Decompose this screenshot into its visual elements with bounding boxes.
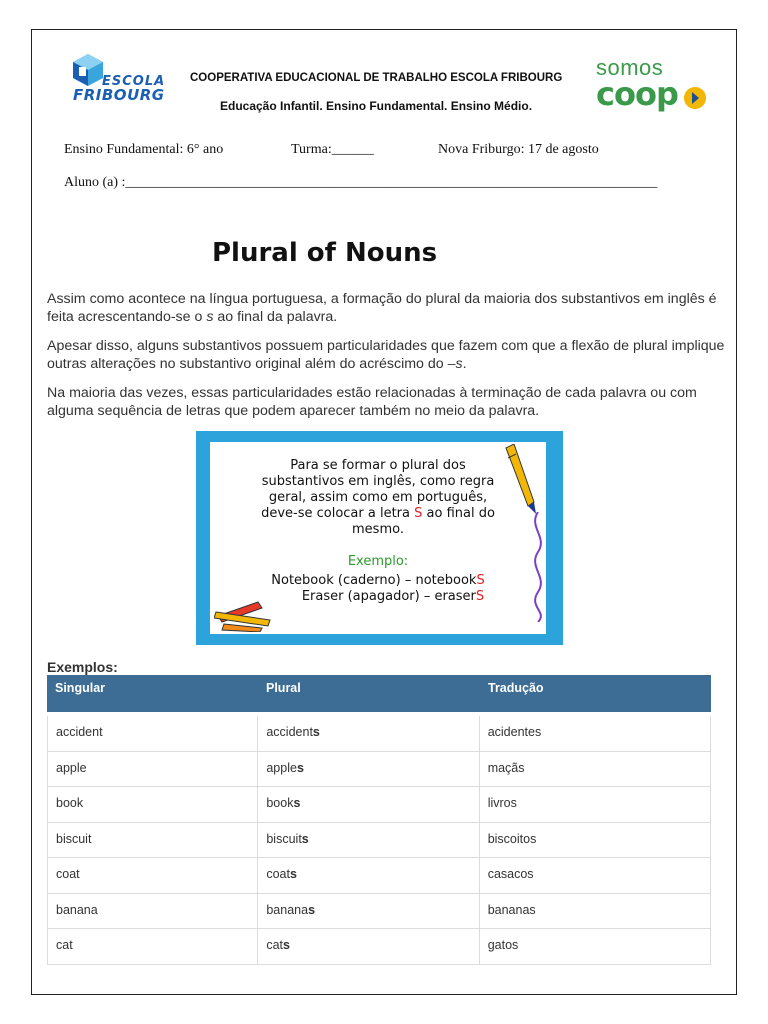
cell-translation: livros	[487, 796, 517, 810]
examples-heading: Exemplos:	[47, 659, 118, 675]
cube-logo-icon	[70, 52, 106, 88]
illustration-panel	[210, 442, 546, 634]
page-title: Plural of Nouns	[212, 238, 438, 268]
grade-label: Ensino Fundamental: 6° ano	[64, 142, 224, 157]
cell-singular: banana	[48, 894, 258, 929]
cell-plural: apples	[258, 752, 479, 787]
cell-singular: apple	[48, 752, 258, 787]
logo-coop-text: coop	[596, 75, 678, 113]
cell-translation: bananas	[487, 902, 536, 917]
cell-translation: gatos	[487, 938, 519, 952]
crayon-icon	[500, 444, 540, 514]
cell-plural: accidents	[258, 716, 479, 751]
table-row	[47, 858, 711, 894]
rule-line-1: Para se formar o plural dos	[290, 458, 466, 473]
cell-plural: coats	[258, 858, 479, 893]
cell-singular: cat	[48, 929, 258, 964]
paragraph-3: Na maioria das vezes, essas particularidades estão relacionadas à terminação de cada palavra ou com alguma sequência de letras que podem aparecer também no meio da palavra.	[47, 385, 697, 419]
cell-translation: biscoitos	[487, 831, 537, 846]
plural-rule-illustration	[196, 431, 563, 645]
cell-plural: cats	[258, 929, 479, 964]
escola-fribourg-logo	[55, 46, 175, 118]
cell-translation: acidentes	[487, 725, 542, 739]
cell-translation: maçãs	[487, 760, 525, 775]
student-name-field: Aluno (a) :____________________________________________________________________________	[64, 175, 658, 190]
header-singular: Singular	[55, 681, 106, 695]
plural-examples-table	[47, 675, 711, 965]
arrow-logo-icon	[684, 87, 706, 109]
rule-line-2: substantivos em inglês, como regra	[261, 474, 495, 489]
class-field: Turma:______	[291, 142, 374, 157]
logo-somos-text: somos	[596, 55, 664, 80]
cell-translation: casacos	[487, 867, 534, 881]
header-plural: Plural	[266, 681, 301, 695]
cell-plural: books	[258, 787, 479, 822]
table-row	[47, 823, 711, 859]
table-row	[47, 894, 711, 930]
cell-singular: biscuit	[48, 823, 258, 858]
table-row	[47, 752, 711, 788]
logo-fribourg-text: FRIBOURG	[73, 86, 165, 104]
table-row	[47, 787, 711, 823]
table-row	[47, 716, 711, 752]
somos-coop-logo	[596, 55, 716, 115]
header-translation: Tradução	[488, 681, 544, 695]
cell-singular: accident	[48, 716, 258, 751]
cell-plural: bananas	[258, 894, 479, 929]
cell-plural: biscuits	[258, 823, 479, 858]
example-label: Exemplo:	[347, 554, 409, 569]
education-levels: Educação Infantil. Ensino Fundamental. Ensino Médio.	[220, 99, 533, 113]
rule-line-4: deve-se colocar a letra S ao final do	[261, 506, 495, 521]
example-line-2: Eraser (apagador) – eraserS	[301, 589, 485, 604]
cell-singular: coat	[48, 858, 258, 893]
table-header	[47, 675, 711, 712]
squiggle-icon	[528, 512, 548, 622]
example-line-1: Notebook (caderno) – notebookS	[271, 573, 485, 588]
logo-escola-text: ESCOLA	[102, 74, 166, 89]
table-row	[47, 929, 711, 965]
table-body	[47, 716, 711, 965]
rule-line-5: mesmo.	[352, 522, 404, 537]
institution-name: COOPERATIVA EDUCACIONAL DE TRABALHO ESCOLA FRIBOURG	[190, 72, 563, 84]
place-date: Nova Friburgo: 17 de agosto	[438, 142, 599, 157]
rule-line-3: geral, assim como em português,	[268, 490, 488, 505]
pencils-icon	[214, 598, 274, 632]
paragraph-1: Assim como acontece na língua portuguesa, a formação do plural da maioria dos substantivos em inglês é feita acrescentando-se o s ao final da palavra.	[47, 291, 717, 325]
cell-singular: book	[48, 787, 258, 822]
paragraph-2: Apesar disso, alguns substantivos possuem particularidades que fazem com que a flexão de plural implique outras alterações no substantivo original além do acréscimo do –s.	[47, 338, 725, 372]
